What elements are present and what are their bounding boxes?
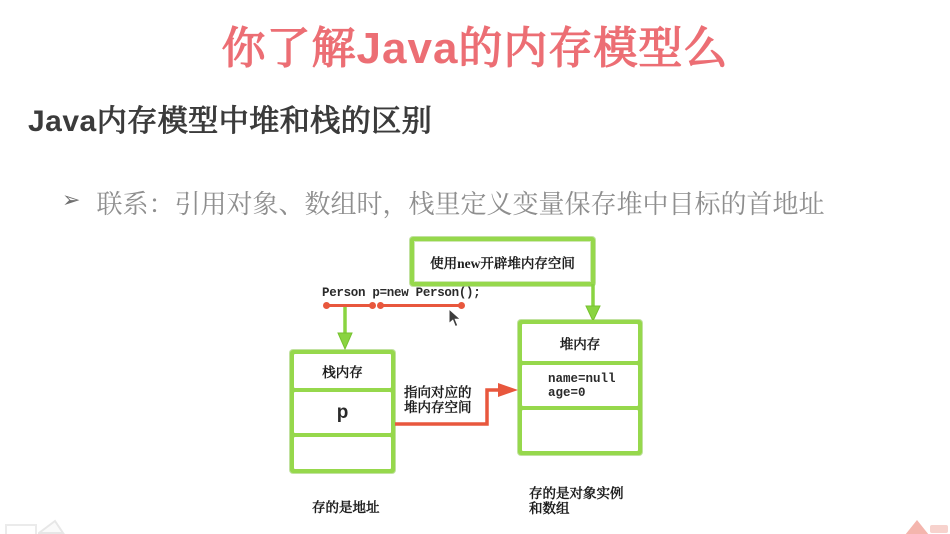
green-down-arrow-to-stack-icon [336,307,354,351]
stack-box-header: 栈内存 [294,354,391,388]
heap-caption-line2: 和数组 [529,501,570,516]
slide-title: 你了解Java的内存模型么 [221,24,729,73]
heap-caption [529,486,624,516]
heap-box-cell-fields [522,365,638,406]
bullet-text: 联系：引用对象、数组时，栈里定义变量保存堆中目标的首地址 [96,189,825,219]
pointer-arrow-label [404,385,472,415]
heap-caption-line1: 存的是对象实例 [529,486,624,501]
watermark-logo-fragment-icon [905,520,929,534]
heap-memory-box [518,320,642,455]
toolbar-fragment-rect-icon [5,524,37,534]
red-underline-heap-part [380,304,462,307]
code-statement: Person p=new Person(); [322,286,481,300]
arrowhead-bullet-icon: ➢ [62,187,81,212]
pointer-label-line2: 堆内存空间 [404,400,472,415]
section-heading: Java内存模型中堆和栈的区别 [28,105,433,138]
field-name-value: name=null [548,371,616,386]
field-age-value: age=0 [548,385,586,400]
green-down-arrow-to-heap-icon [584,284,602,322]
toolbar-fragment-pen-icon [38,518,66,534]
mouse-pointer-icon [448,308,462,328]
new-allocation-label: 使用new开辟堆内存空间 [430,255,575,271]
watermark-text-fragment [930,525,948,533]
heap-box-header: 堆内存 [522,324,638,361]
stack-caption: 存的是地址 [312,500,380,515]
heap-box-cell-empty [522,410,638,451]
stack-memory-box [290,350,395,473]
pointer-label-line1: 指向对应的 [404,385,472,400]
new-allocation-box [410,237,595,286]
stack-box-cell-empty [294,437,391,469]
stack-box-cell-p: p [294,392,391,433]
